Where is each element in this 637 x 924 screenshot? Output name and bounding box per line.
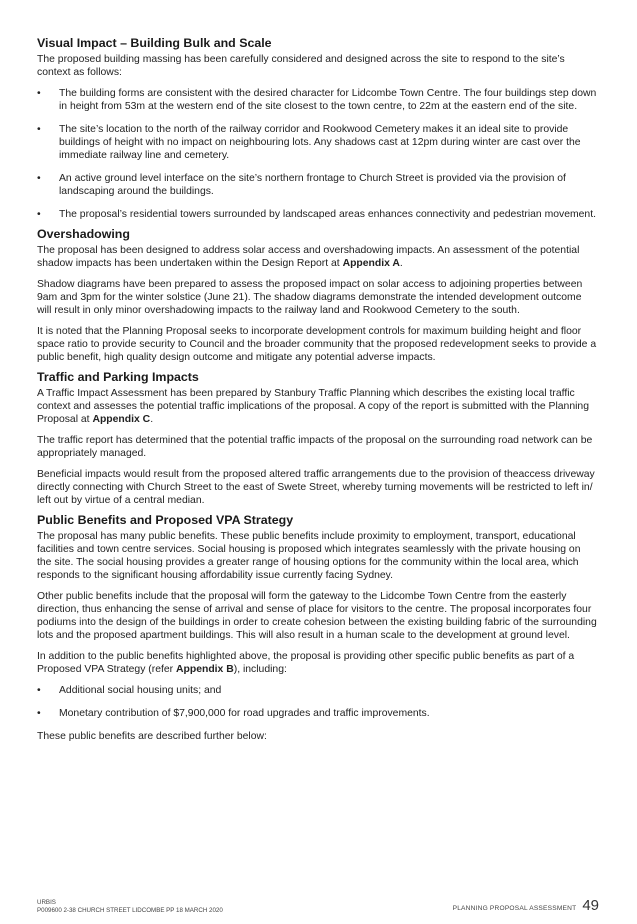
overshadowing-paragraph-1: The proposal has been designed to address solar access and overshadowing impacts. An assessment of the potential shadow impacts has been undertaken within the Design Report at Appendix A. — [37, 245, 580, 269]
bullet-icon: • — [37, 88, 41, 99]
footer-page-info — [453, 897, 599, 914]
traffic-paragraph-2: The traffic report has determined that the potential traffic impacts of the proposal on the surrounding road network can be appropriately managed. — [37, 435, 593, 459]
appendix-c-ref: Appendix C — [92, 414, 151, 425]
bullet-icon: • — [37, 685, 41, 696]
document-body — [37, 36, 597, 751]
page-number: 49 — [582, 897, 599, 914]
list-item: • The building forms are consistent with the desired character for Lidcombe Town Centre. The four buildings step down in height from 53m at the western end of the site closest to the town centre, to 22m at the eastern end of the site. — [37, 88, 597, 112]
bullet-icon: • — [37, 124, 41, 135]
list-item: • The site’s location to the north of the railway corridor and Rookwood Cemetery makes it an ideal site to provide buildings of height with no impact on neighbouring lots. Any shadows cast at 12pm during winter are cast over the immediate railway line and cemetery. — [37, 124, 581, 161]
visual-bullet-list — [37, 87, 597, 221]
benefits-closing: These public benefits are described further below: — [37, 731, 267, 742]
bullet-icon: • — [37, 708, 41, 719]
overshadowing-paragraph-3: It is noted that the Planning Proposal seeks to incorporate development controls for maximum building height and floor space ratio to provide security to Council and the broader community that the proposed redevelopment seeks to provide a public benefit, high quality design outcome and mitigate any potential adverse impacts. — [37, 326, 597, 363]
bullet-icon: • — [37, 173, 41, 184]
bullet-icon: • — [37, 209, 41, 220]
footer-doc-ref: P009600 2-38 CHURCH STREET LIDCOMBE PP 18 MARCH 2020 — [37, 906, 223, 914]
visual-intro: The proposed building massing has been carefully considered and designed across the site to respond to the site’s context as follows: — [37, 54, 565, 78]
benefits-bullet-list — [37, 684, 597, 720]
footer-reference — [37, 899, 223, 914]
list-item: • The proposal’s residential towers surrounded by landscaped areas enhances connectivity and pedestrian movement. — [37, 209, 596, 220]
heading-public-benefits: Public Benefits and Proposed VPA Strategy — [37, 513, 294, 527]
heading-overshadowing: Overshadowing — [37, 227, 130, 241]
footer-org: URBIS — [37, 899, 56, 906]
footer-title: PLANNING PROPOSAL ASSESSMENT — [452, 905, 577, 912]
traffic-paragraph-3: Beneficial impacts would result from the proposed altered traffic arrangements due to the provision of theaccess driveway directly connecting with Church Street to the east of Swete Street, whereby turning movements will be restricted to left in/ left out by virtue of a central median. — [37, 469, 595, 506]
benefits-paragraph-3: In addition to the public benefits highlighted above, the proposal is providing other specific public benefits as part of a Proposed VPA Strategy (refer Appendix B), including: — [37, 651, 575, 675]
heading-visual-impact: Visual Impact – Building Bulk and Scale — [37, 36, 272, 50]
appendix-a-ref: Appendix A — [342, 258, 400, 269]
appendix-b-ref: Appendix B — [176, 664, 234, 675]
benefits-paragraph-2: Other public benefits include that the proposal will form the gateway to the Lidcombe Town Centre from the easterly direction, thus enhancing the sense of arrival and sense of place for visitors to the centre. The proposal incorporates four podiums into the design of the buildings in order to create cohesion between the existing building fabric of the surrounding lots and the proposed apartment buildings. This will also result in a human scale to the development at ground level. — [37, 591, 597, 641]
heading-traffic: Traffic and Parking Impacts — [37, 370, 199, 384]
benefits-paragraph-1: The proposal has many public benefits. These public benefits include proximity to employment, transport, educational facilities and town centre services. Social housing is proposed which integrates seamlessly with the private housing on the site. The social housing provides a greater range of housing options for the community within the local area, which responds to the significant housing affordability issue currently facing Sydney. — [37, 531, 581, 581]
traffic-paragraph-1: A Traffic Impact Assessment has been prepared by Stanbury Traffic Planning which describes the existing local traffic context and assesses the potential traffic implications of the proposal. A copy of the report is submitted with the Planning Proposal at Appendix C. — [37, 388, 589, 425]
list-item: • Monetary contribution of $7,900,000 for road upgrades and traffic improvements. — [37, 708, 430, 719]
overshadowing-paragraph-2: Shadow diagrams have been prepared to assess the proposed impact on solar access to adjoining properties between 9am and 3pm for the winter solstice (June 21). The shadow diagrams demonstrate the intended development outcome will result in only minor overshadowing impacts to the railway land and Rookwood Cemetery to the south. — [37, 279, 583, 316]
list-item: • An active ground level interface on the site’s northern frontage to Church Street is provided via the provision of landscaping around the buildings. — [37, 173, 566, 197]
list-item: • Additional social housing units; and — [37, 685, 222, 696]
